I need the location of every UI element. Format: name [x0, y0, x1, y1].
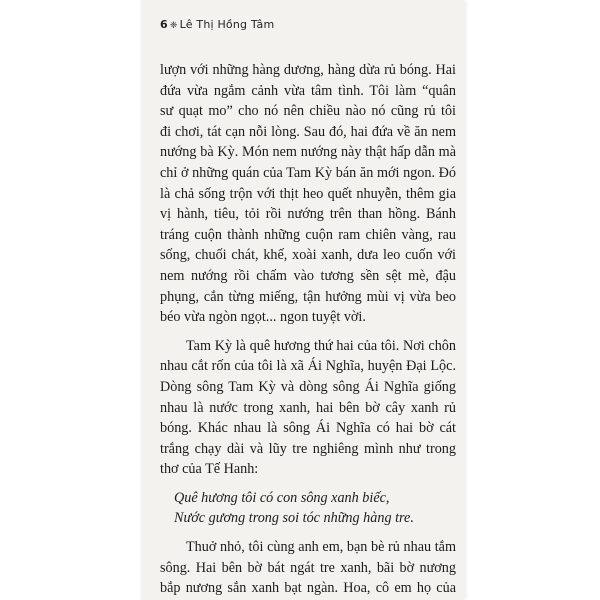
text-line: bắp nương sắn xanh bạt ngàn. Hoa, cô em họ của	[160, 580, 456, 597]
body-text	[160, 60, 456, 599]
text-line: nem nướng rồi chấm vào tương sền sệt mè, đậu	[160, 267, 456, 284]
text-line: đi chơi, tát cạn nỗi lòng. Sau đó, hai đứa về ăn nem	[160, 123, 456, 140]
text-line: phụng, cắn từng miếng, tận hưởng mùi vị vừa beo	[160, 288, 456, 305]
text-line: sống, chuối chát, khế, xoài xanh, dưa leo cuốn với	[160, 247, 456, 264]
text-line: nướng bà Kỳ. Món nem nướng này thật hấp dẫn mà	[160, 144, 456, 161]
text-line: Thuở nhỏ, tôi cùng anh em, bạn bè rủ nhau tắm	[186, 539, 456, 556]
text-line: là chả sống trộn với thịt heo quết nhuyễn, thêm gia	[160, 185, 456, 202]
text-line: trắng chạy dài và lũy tre nghiêng mình như trong	[160, 440, 456, 457]
ornament-icon: ❈	[169, 21, 178, 31]
paragraph-1	[160, 60, 456, 328]
text-line: sông. Hai bên bờ bát ngát tre xanh, bãi bờ nương	[160, 559, 456, 576]
text-line: tráng cuộn thành những cuộn ram chiên vàng, rau	[160, 226, 456, 243]
paragraph-2	[160, 336, 456, 480]
page-number: 6	[160, 18, 168, 31]
text-line: đứa vừa ngắm cảnh vừa tâm tình. Tôi làm “quân	[160, 82, 456, 99]
verse-line: Nước gương trong soi tóc những hàng tre.	[174, 510, 414, 527]
text-line: Dòng sông Tam Kỳ và dòng sông Ái Nghĩa giống	[160, 378, 456, 395]
text-line: Tam Kỳ là quê hương thứ hai của tôi. Nơi chôn	[186, 337, 456, 354]
paragraph-3	[160, 537, 456, 599]
verse-line: Quê hương tôi có con sông xanh biếc,	[174, 489, 390, 506]
text-line: sư quạt mo” cho nó nên chiều nào nó cũng rủ tôi	[160, 103, 456, 120]
running-header	[160, 18, 274, 31]
text-line: chỉ ở những quán của Tam Kỳ bán ăn mới ngon. Đó	[160, 164, 456, 181]
author-name: Lê Thị Hồng Tâm	[179, 18, 275, 31]
text-line: nhau là nước trong xanh, hai bên bờ cây xanh rủ	[160, 399, 456, 416]
text-line: béo vừa ngòn ngọt... ngon tuyệt vời.	[160, 309, 366, 326]
poem-quote	[160, 488, 456, 529]
text-line: thơ của Tế Hanh:	[160, 461, 259, 478]
text-line: lượn với những hàng dương, hàng dừa rủ bóng. Hai	[160, 62, 456, 78]
text-line: vị hành, tiêu, tỏi rồi nướng trên than hồng. Bánh	[160, 206, 456, 223]
text-line: nhau cắt rốn của tôi là xã Ái Nghĩa, huyện Đại Lộc.	[160, 358, 456, 375]
text-line: bóng. Khác nhau là sông Ái Nghĩa có hai bờ cát	[160, 420, 456, 437]
